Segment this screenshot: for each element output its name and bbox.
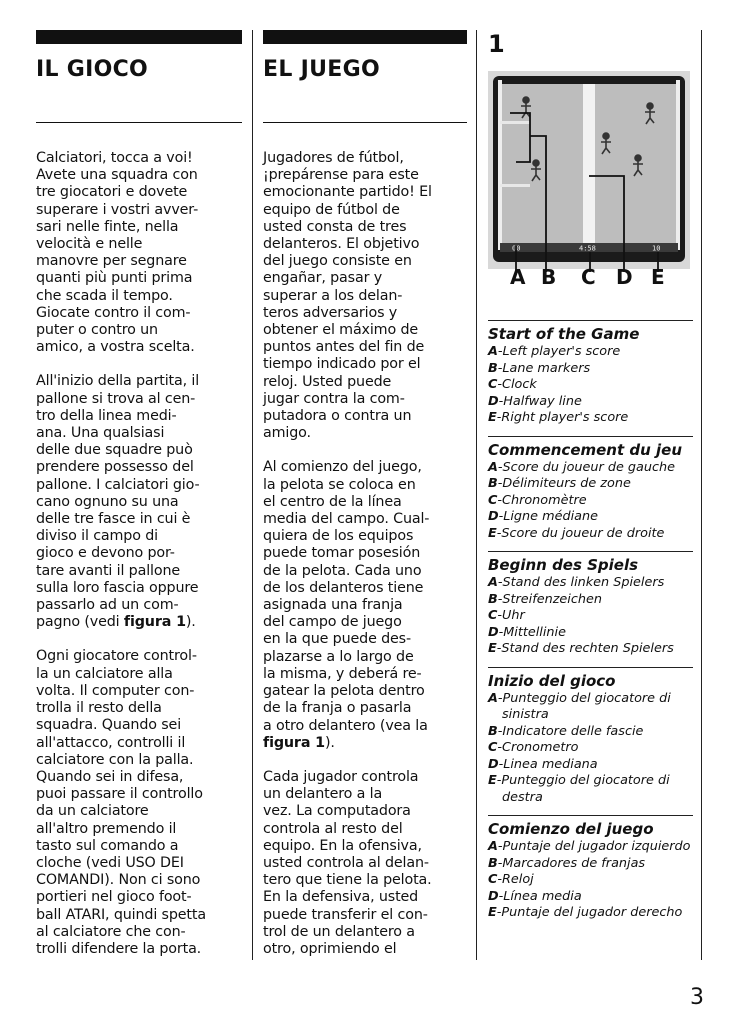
legend-item <box>488 740 693 757</box>
text-line: un delantero a la <box>263 786 383 803</box>
legend-separator: - <box>497 492 503 508</box>
legend-text: Marcadores de franjas <box>502 855 646 871</box>
body-paragraph <box>36 648 242 958</box>
legend-text: Right player's score <box>501 410 629 425</box>
text-line: Avete una squadra con <box>36 167 198 184</box>
legend-item <box>488 476 693 493</box>
legend-separator: - <box>498 888 504 904</box>
text-line: la un calciatore alla <box>36 665 173 682</box>
text-line: velocità e nelle <box>36 236 143 253</box>
figure-reference: figura 1 <box>263 734 325 751</box>
legend-key: D <box>488 756 499 772</box>
legend-item <box>488 773 693 806</box>
game-screen-figure <box>488 66 693 289</box>
legend-item <box>488 592 693 609</box>
player-figure <box>533 160 539 166</box>
body-paragraph <box>263 769 467 958</box>
legend-separator: - <box>497 476 503 491</box>
legend-item <box>488 361 693 378</box>
italian-column <box>36 30 242 975</box>
text-line: che scada il tempo. <box>36 287 173 304</box>
legend-item <box>488 509 693 526</box>
legend-key: A <box>488 575 498 590</box>
legend-separator: - <box>497 459 503 475</box>
text-line: el centro de la línea <box>263 493 402 510</box>
text-line: Al comienzo del juego, <box>263 459 422 476</box>
text-line: equipo. En la ofensiva, <box>263 837 422 854</box>
text-line: gioco e devono por- <box>36 545 175 562</box>
legend-title: Start of the Game <box>488 325 640 343</box>
callout-label-a: A <box>510 265 526 289</box>
legend-item <box>488 608 693 625</box>
text-line: quanti più punti prima <box>36 270 193 287</box>
text-line: superare i vostri avver- <box>36 201 199 218</box>
text-line: ). <box>185 614 196 631</box>
text-line: puede transferir el con- <box>263 906 428 923</box>
legend-key: A <box>488 344 498 359</box>
legend-text: Puntaje del jugador izquierdo <box>502 839 691 854</box>
legend-title: Beginn des Spiels <box>488 556 639 574</box>
legend-key: E <box>488 410 497 425</box>
legend-item <box>488 856 693 873</box>
header-bar <box>36 30 242 44</box>
legend-separator: - <box>497 839 503 854</box>
legend-key: C <box>488 872 498 887</box>
text-line: pagno (vedi <box>36 614 124 631</box>
text-line: en la que puede des- <box>263 631 411 648</box>
legend-key: D <box>488 393 499 409</box>
legend-text: Punteggio del giocatore di sinistra <box>502 690 671 722</box>
text-line: del juego consiste en <box>263 253 412 270</box>
column-divider <box>476 30 477 960</box>
text-line: vez. La computadora <box>263 803 411 820</box>
text-line: Calciatori, tocca a voi! <box>36 150 193 166</box>
legend-sections <box>488 320 693 922</box>
spanish-column <box>263 30 467 975</box>
left-goal-bar <box>498 80 502 250</box>
legend-key: D <box>488 624 499 640</box>
legend-key: B <box>488 855 498 871</box>
text-line: obtener el máximo de <box>263 322 419 339</box>
column-divider <box>252 30 253 960</box>
lane-marker <box>500 184 530 187</box>
legend-separator: - <box>498 624 504 640</box>
legend-key: A <box>488 690 498 706</box>
clock-readout: 4:58 <box>579 244 596 253</box>
text-line: trolli difendere la porta. <box>36 940 202 957</box>
callout-labels <box>488 266 693 288</box>
legend-item <box>488 757 693 774</box>
legend-rule <box>488 667 693 668</box>
text-line: amico, a vostra scelta. <box>36 339 195 356</box>
legend-key: B <box>488 476 498 491</box>
text-line: delanteros. El objetivo <box>263 236 420 253</box>
text-line: pallone. I calciatori gio- <box>36 476 200 493</box>
text-line: quiera de los equipos <box>263 528 414 545</box>
legend-separator: - <box>497 690 503 706</box>
text-line: Cada jugador controla <box>263 768 419 785</box>
text-line: putadora o contra un <box>263 408 412 425</box>
legend-text: Stand des linken Spielers <box>502 575 665 590</box>
text-line: calciatore con la palla. <box>36 751 194 768</box>
text-line: volta. Il computer con- <box>36 682 195 699</box>
callout-label-d: D <box>616 265 633 289</box>
legend-separator: - <box>497 872 503 887</box>
text-line: media del campo. Cual- <box>263 511 430 528</box>
text-line: emocionante partido! El <box>263 184 432 201</box>
right-score: 10 <box>652 244 661 253</box>
legend-list <box>488 839 693 922</box>
text-line: Ogni giocatore control- <box>36 648 197 665</box>
legend-text: Línea media <box>503 888 582 904</box>
legend-item <box>488 724 693 741</box>
text-line: All'inizio della partita, il <box>36 373 200 390</box>
text-line: prendere possesso del <box>36 459 194 476</box>
text-line: ¡prepárense para este <box>263 167 419 184</box>
text-line: Giocate contro il com- <box>36 304 191 321</box>
text-line: la pelota se coloca en <box>263 476 416 493</box>
text-line: En la defensiva, usted <box>263 889 419 906</box>
text-line: sari nelle finte, nella <box>36 218 179 235</box>
text-line: usted consta de tres <box>263 218 407 235</box>
legend-list <box>488 460 693 543</box>
legend-key: A <box>488 459 498 475</box>
figure-number: 1 <box>488 30 505 58</box>
italian-heading: IL GIOCO <box>36 57 149 82</box>
text-line: tasto sul comando a <box>36 837 179 854</box>
legend-item <box>488 889 693 906</box>
text-line: al calciatore che con- <box>36 923 186 940</box>
legend-item <box>488 641 693 658</box>
body-paragraph <box>263 150 467 442</box>
legend-separator: - <box>497 723 503 739</box>
text-line: superar a los delan- <box>263 287 403 304</box>
game-screen-illustration <box>488 66 693 289</box>
text-line: portieri nel gioco foot- <box>36 889 192 906</box>
text-line: tre giocatori e dovete <box>36 184 188 201</box>
body-paragraph <box>36 150 242 356</box>
heading-rule <box>36 122 242 123</box>
legend-text: Délimiteurs de zone <box>502 476 631 491</box>
legend-text: Clock <box>502 377 537 392</box>
text-line: puntos antes del fin de <box>263 339 425 356</box>
text-line: amigo. <box>263 425 311 442</box>
text-line: pallone si trova al cen- <box>36 390 196 407</box>
text-line: squadra. Quando sei <box>36 717 182 734</box>
legend-key: C <box>488 740 498 755</box>
text-line: la misma, y deberá re- <box>263 665 422 682</box>
text-line: de la pelota. Cada uno <box>263 562 422 579</box>
text-line: a otro delantero (vea la <box>263 717 428 734</box>
legend-key: C <box>488 377 498 392</box>
legend-key: B <box>488 360 498 376</box>
legend-text: Uhr <box>502 608 525 623</box>
legend-key: E <box>488 905 497 920</box>
text-line: cano ognuno su una <box>36 493 179 510</box>
legend-item <box>488 394 693 411</box>
callout-label-c: C <box>581 265 596 289</box>
legend-item <box>488 377 693 394</box>
text-line: puoi passare il controllo <box>36 786 203 803</box>
figure-column <box>488 30 693 931</box>
text-line: equipo de fútbol de <box>263 201 400 218</box>
legend-separator: - <box>496 410 502 425</box>
legend-rule <box>488 551 693 552</box>
text-line: Quando sei in difesa, <box>36 768 184 785</box>
legend-text: Mittellinie <box>503 624 566 640</box>
legend-section <box>488 551 693 658</box>
text-line: tare avanti il pallone <box>36 562 181 579</box>
legend-title: Inizio del gioco <box>488 671 616 690</box>
legend-separator: - <box>496 525 502 541</box>
legend-item <box>488 691 693 724</box>
text-line: trol de un delantero a <box>263 923 415 940</box>
legend-separator: - <box>496 773 502 788</box>
body-paragraph <box>263 459 467 751</box>
legend-text: Halfway line <box>503 393 582 409</box>
legend-section <box>488 436 693 543</box>
header-bar <box>263 30 467 44</box>
legend-key: B <box>488 591 498 607</box>
legend-text: Score du joueur de droite <box>501 525 665 541</box>
legend-separator: - <box>496 905 502 920</box>
legend-section <box>488 320 693 427</box>
text-line: de los delanteros tiene <box>263 579 424 596</box>
text-line: usted controla al delan- <box>263 854 429 871</box>
figure-reference: figura 1 <box>123 614 186 631</box>
legend-key: E <box>488 525 497 541</box>
legend-text: Stand des rechten Spielers <box>501 641 674 656</box>
text-line: delle due squadre può <box>36 442 193 459</box>
body-paragraph <box>36 373 242 631</box>
text-line: sulla loro fascia oppure <box>36 579 199 596</box>
text-line: tiempo indicado por el <box>263 356 421 373</box>
text-line: ball ATARI, quindi spetta <box>36 906 206 923</box>
legend-separator: - <box>498 509 504 524</box>
legend-key: C <box>488 608 498 623</box>
legend-item <box>488 872 693 889</box>
legend-section <box>488 815 693 922</box>
legend-item <box>488 344 693 361</box>
legend-separator: - <box>497 344 503 359</box>
text-line: all'altro premendo il <box>36 820 177 837</box>
legend-separator: - <box>497 377 503 392</box>
legend-text: Left player's score <box>502 344 621 359</box>
text-line: asignada una franja <box>263 597 403 614</box>
legend-item <box>488 410 693 427</box>
legend-title: Comienzo del juego <box>488 820 654 838</box>
legend-rule <box>488 815 693 816</box>
text-line: ). <box>324 734 335 751</box>
right-goal-bar <box>676 80 680 250</box>
legend-rule <box>488 320 693 321</box>
legend-separator: - <box>497 855 503 871</box>
callout-label-b: B <box>541 265 557 289</box>
lane-marker <box>500 121 530 124</box>
italian-body <box>36 150 242 958</box>
legend-title: Commencement du jeu <box>488 440 682 459</box>
legend-rule <box>488 436 693 437</box>
text-line: delle tre fasce in cui è <box>36 511 191 528</box>
legend-item <box>488 460 693 477</box>
text-line: tro della linea medi- <box>36 407 177 424</box>
legend-key: A <box>488 839 498 854</box>
legend-item <box>488 493 693 510</box>
text-line: jugar contra la com- <box>263 390 405 407</box>
legend-separator: - <box>498 756 504 772</box>
text-line: otro, oprimiendo el <box>263 940 397 957</box>
text-line: gatear la pelota dentro <box>263 683 425 700</box>
text-line: da un calciatore <box>36 803 149 820</box>
legend-key: D <box>488 509 499 524</box>
legend-key: E <box>488 773 497 788</box>
text-line: puede tomar posesión <box>263 545 421 562</box>
legend-key: C <box>488 492 498 508</box>
legend-text: Ligne médiane <box>503 509 598 524</box>
heading-rule <box>263 122 467 123</box>
text-line: passarlo ad un com- <box>36 597 179 614</box>
left-score: 00 <box>512 244 521 253</box>
text-line: controla al resto del <box>263 820 403 837</box>
legend-text: Score du joueur de gauche <box>502 459 675 475</box>
text-line: manovre per segnare <box>36 253 187 270</box>
legend-separator: - <box>498 393 504 409</box>
text-line: engañar, pasar y <box>263 270 383 287</box>
legend-list <box>488 575 693 658</box>
legend-list <box>488 344 693 427</box>
text-line: COMANDI). Non ci sono <box>36 872 201 889</box>
legend-item <box>488 839 693 856</box>
legend-key: B <box>488 723 498 739</box>
legend-item <box>488 575 693 592</box>
text-line: cloche (vedi USO DEI <box>36 854 184 871</box>
legend-item <box>488 905 693 922</box>
spanish-body <box>263 150 467 958</box>
legend-separator: - <box>497 591 503 607</box>
player-figure <box>635 155 641 161</box>
legend-text: Puntaje del jugador derecho <box>501 905 683 920</box>
text-line: trolla il resto della <box>36 700 162 717</box>
text-line: puter o contro un <box>36 322 158 339</box>
legend-separator: - <box>497 575 503 590</box>
text-line: plazarse a lo largo de <box>263 648 414 665</box>
text-line: tero que tiene la pelota. <box>263 872 432 889</box>
text-line: diviso il campo di <box>36 528 158 545</box>
legend-item <box>488 526 693 543</box>
legend-list <box>488 691 693 807</box>
legend-text: Lane markers <box>502 360 591 376</box>
legend-separator: - <box>497 740 503 755</box>
legend-text: Chronomètre <box>502 492 587 508</box>
legend-text: Reloj <box>502 872 534 887</box>
text-line: reloj. Usted puede <box>263 373 392 390</box>
column-divider <box>701 30 702 960</box>
text-line: Jugadores de fútbol, <box>263 150 404 166</box>
legend-key: E <box>488 641 497 656</box>
text-line: teros adversarios y <box>263 304 398 321</box>
callout-label-e: E <box>651 265 665 289</box>
text-line: ana. Una qualsiasi <box>36 425 165 442</box>
legend-text: Streifenzeichen <box>502 591 602 607</box>
text-line: de la franja o pasarla <box>263 700 412 717</box>
text-line: del campo de juego <box>263 614 402 631</box>
legend-section <box>488 667 693 807</box>
legend-separator: - <box>496 641 502 656</box>
text-line: all'attacco, controlli il <box>36 734 186 751</box>
legend-item <box>488 625 693 642</box>
legend-text: Cronometro <box>502 740 579 755</box>
legend-separator: - <box>497 608 503 623</box>
legend-text: Linea mediana <box>503 756 598 772</box>
player-figure <box>647 103 653 109</box>
legend-text: Indicatore delle fascie <box>502 723 644 739</box>
player-figure <box>523 97 529 103</box>
legend-separator: - <box>497 360 503 376</box>
legend-text: Punteggio del giocatore di destra <box>501 773 670 805</box>
halfway-line <box>583 84 595 244</box>
legend-key: D <box>488 888 499 904</box>
page-number: 3 <box>690 985 704 1010</box>
player-figure <box>603 133 609 139</box>
spanish-heading: EL JUEGO <box>263 57 380 82</box>
